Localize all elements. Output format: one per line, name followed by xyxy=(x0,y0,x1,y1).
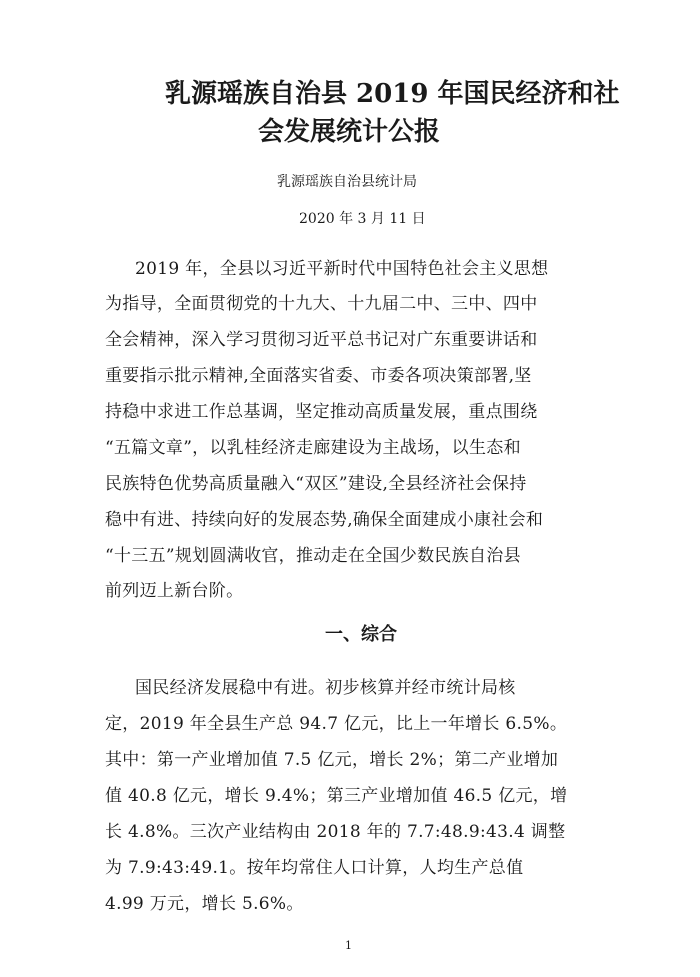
intro-line: “十三五”规划圆满收官，推动走在全国少数民族自治县 xyxy=(105,546,521,566)
intro-line: 重要指示批示精神,全面落实省委、市委各项决策部署,坚 xyxy=(105,366,532,386)
intro-line: 稳中有进、持续向好的发展态势,确保全面建成小康社会和 xyxy=(105,510,544,530)
section-line: 国民经济发展稳中有进。初步核算并经市统计局核 xyxy=(135,678,516,698)
page-number: 1 xyxy=(345,939,352,952)
intro-line: “五篇文章”，以乳桂经济走廊建设为主战场，以生态和 xyxy=(105,438,521,458)
section-line: 值 40.8 亿元，增长 9.4%；第三产业增加值 46.5 亿元，增 xyxy=(105,786,568,806)
intro-line: 持稳中求进工作总基调，坚定推动高质量发展，重点围绕 xyxy=(105,402,538,422)
section-line: 4.99 万元，增长 5.6%。 xyxy=(105,894,304,914)
document-date: 2020 年 3 月 11 日 xyxy=(299,211,426,227)
intro-line: 2019 年，全县以习近平新时代中国特色社会主义思想 xyxy=(135,259,549,279)
section-line: 长 4.8%。三次产业结构由 2018 年的 7.7:48.9:43.4 调整 xyxy=(105,822,566,842)
intro-line: 民族特色优势高质量融入“双区”建设,全县经济社会保持 xyxy=(105,474,527,494)
document-title-line-2: 会发展统计公报 xyxy=(258,117,441,147)
intro-line: 全会精神，深入学习贯彻习近平总书记对广东重要讲话和 xyxy=(105,330,538,350)
document-title-line-1: 乳源瑶族自治县 2019 年国民经济和社 xyxy=(165,79,620,109)
section-heading: 一、综合 xyxy=(325,624,397,645)
intro-line: 为指导，全面贯彻党的十九大、十九届二中、三中、四中 xyxy=(105,294,538,314)
section-line: 为 7.9:43:49.1。按年均常住人口计算，人均生产总值 xyxy=(105,858,524,878)
section-line: 定，2019 年全县生产总 94.7 亿元，比上一年增长 6.5%。 xyxy=(105,714,568,734)
document-author: 乳源瑶族自治县统计局 xyxy=(277,174,417,190)
section-line: 其中：第一产业增加值 7.5 亿元，增长 2%；第二产业增加 xyxy=(105,750,559,770)
intro-line: 前列迈上新台阶。 xyxy=(105,581,244,601)
